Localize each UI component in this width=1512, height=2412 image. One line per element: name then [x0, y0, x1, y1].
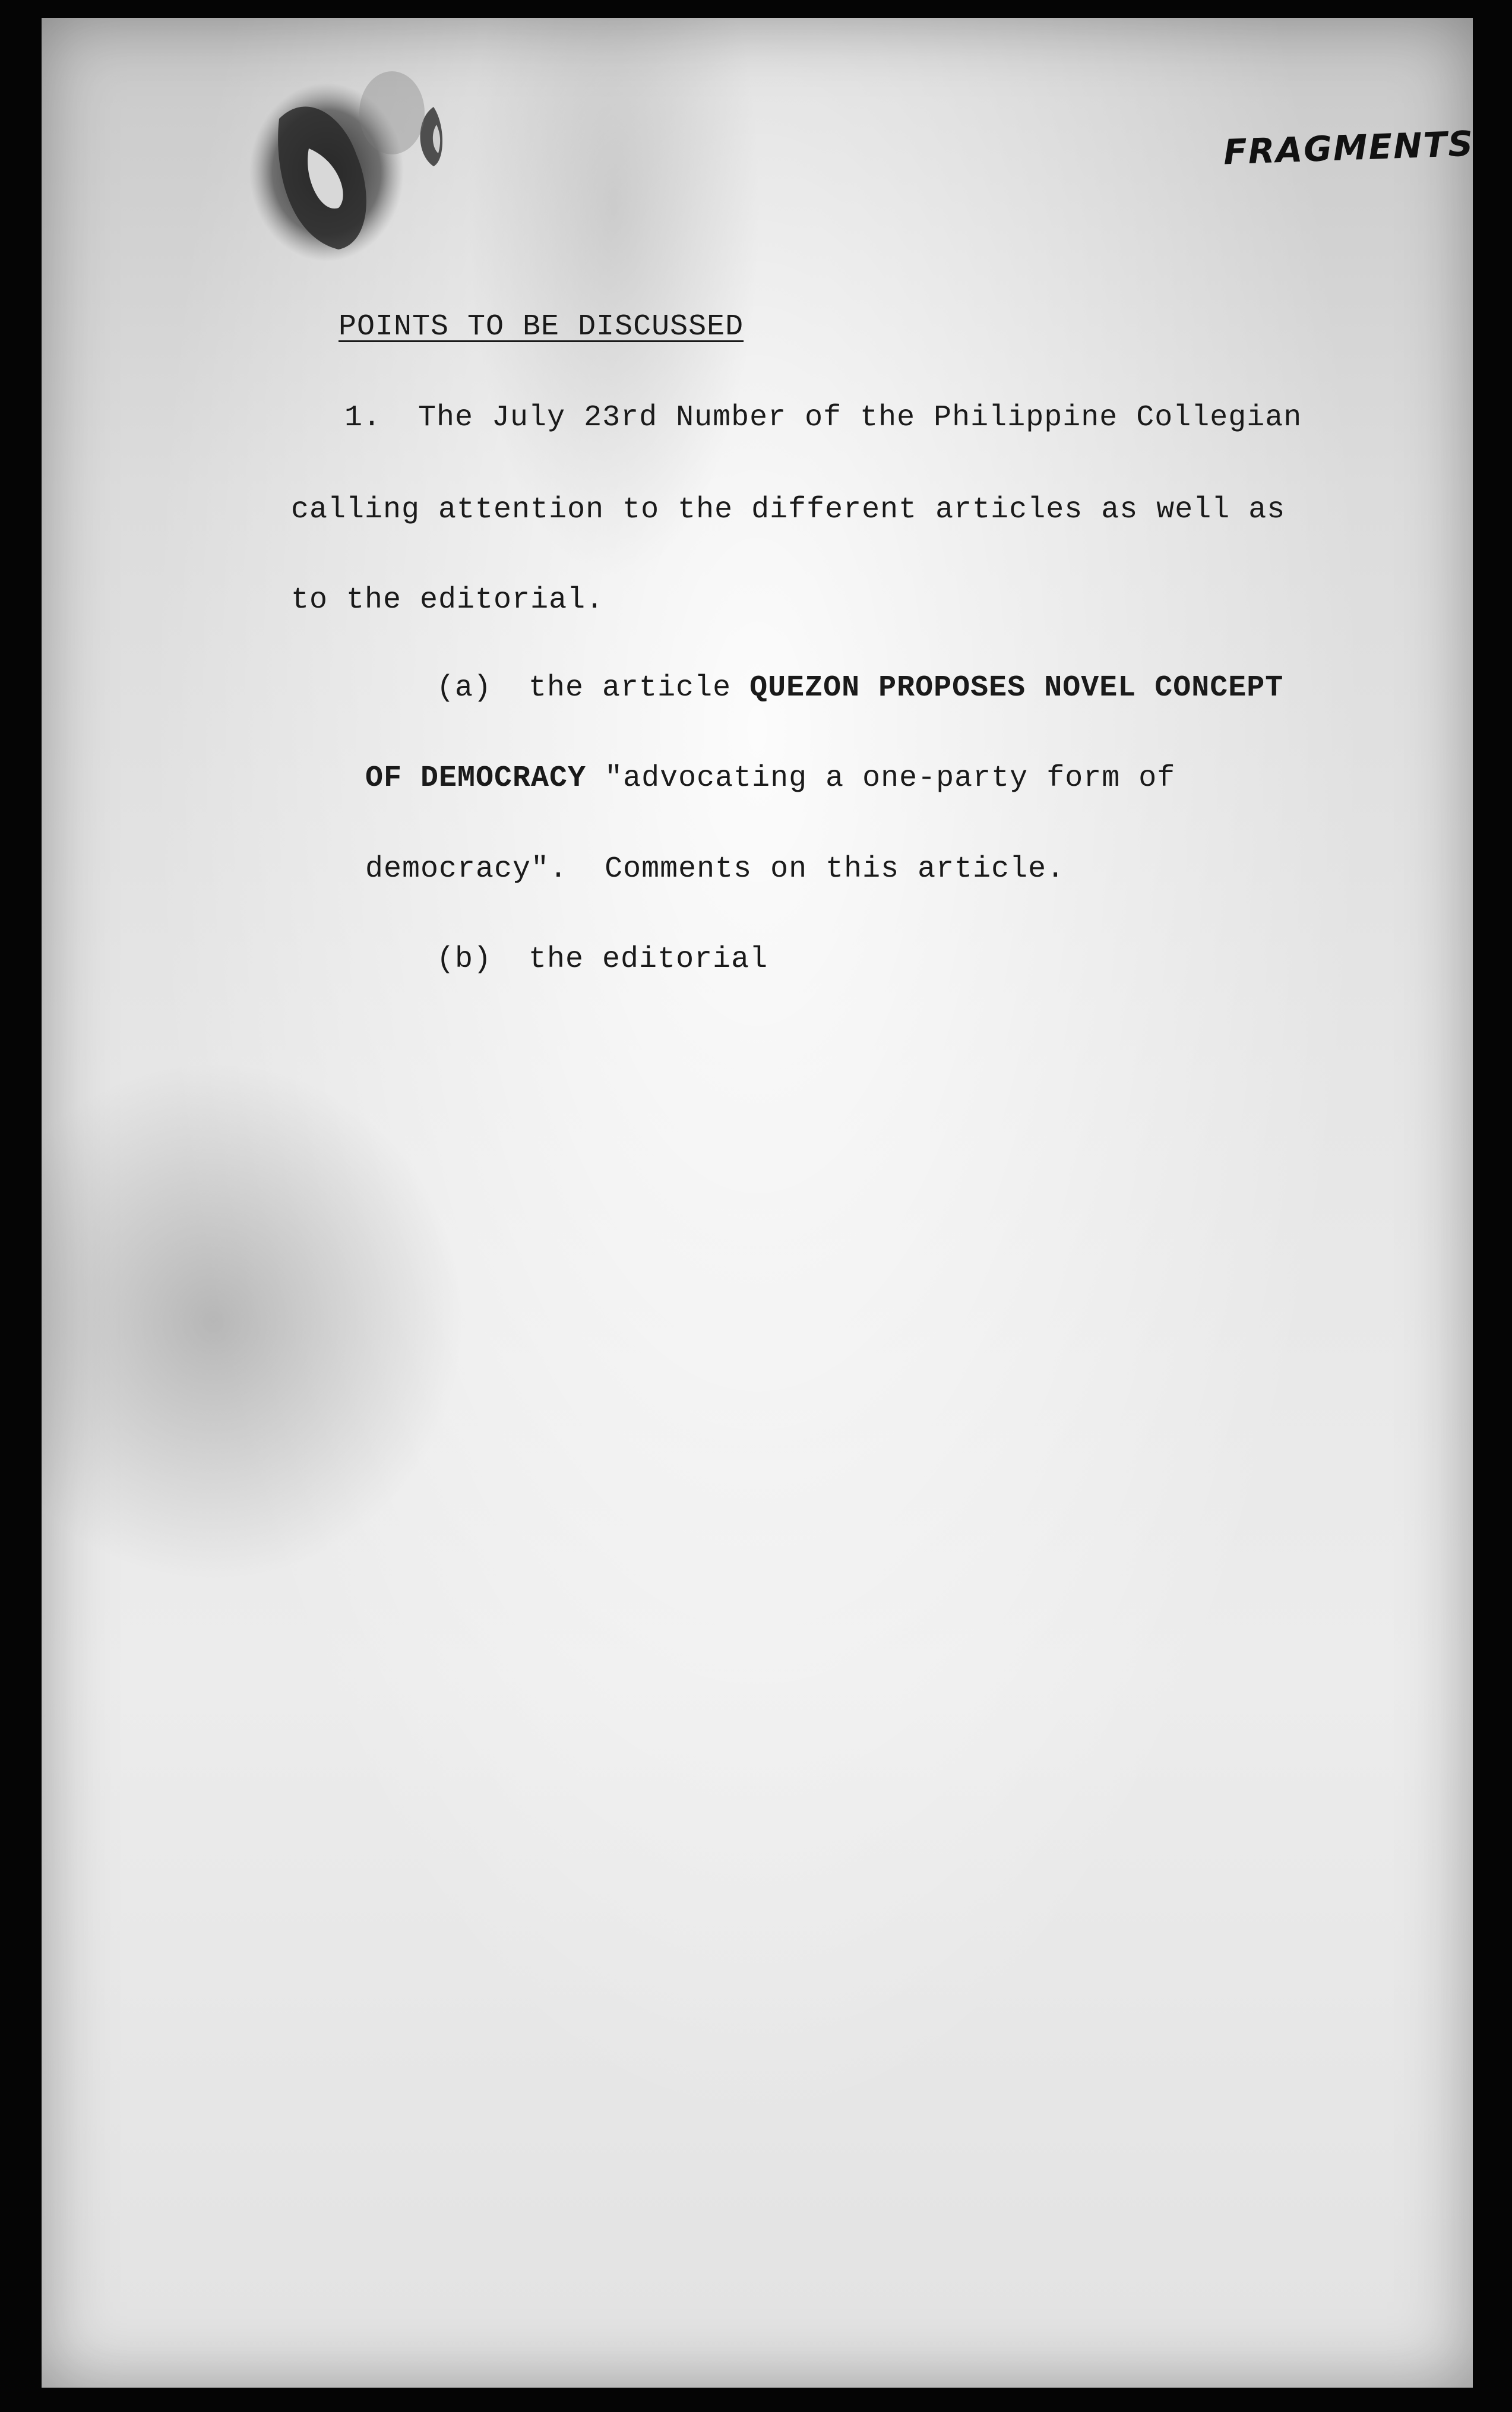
item-1-line-3: to the editorial. — [291, 583, 605, 617]
item-1-line-2: calling attention to the different articles as well as — [291, 493, 1286, 527]
sub-item-b-marker: (b) — [436, 943, 492, 976]
item-1-text-start: The July 23rd Number of the Philippine Collegian — [418, 401, 1302, 435]
sub-item-a-line-1 — [436, 671, 1283, 705]
item-1-number: 1. — [344, 401, 382, 435]
sub-item-a-marker: (a) — [436, 671, 492, 705]
article-title-part-1: QUEZON PROPOSES NOVEL CONCEPT — [749, 671, 1284, 705]
document-heading: POINTS TO BE DISCUSSED — [339, 310, 744, 344]
burn-mark — [238, 53, 511, 267]
item-1-line-1 — [344, 401, 1302, 435]
sub-item-a-line-3: democracy". Comments on this article. — [365, 852, 1065, 886]
typed-page — [42, 18, 1473, 2388]
sub-item-b-line — [436, 943, 768, 976]
article-title-part-2: OF DEMOCRACY — [365, 761, 587, 795]
handwritten-annotation: FRAGMENTS — [1222, 123, 1475, 173]
sub-item-a-lead: the article — [529, 671, 732, 705]
sub-item-a-line-2 — [365, 761, 1175, 795]
sub-item-a-quote: "advocating a one-party form of — [605, 761, 1176, 795]
sub-item-b-text: the editorial — [529, 943, 768, 976]
